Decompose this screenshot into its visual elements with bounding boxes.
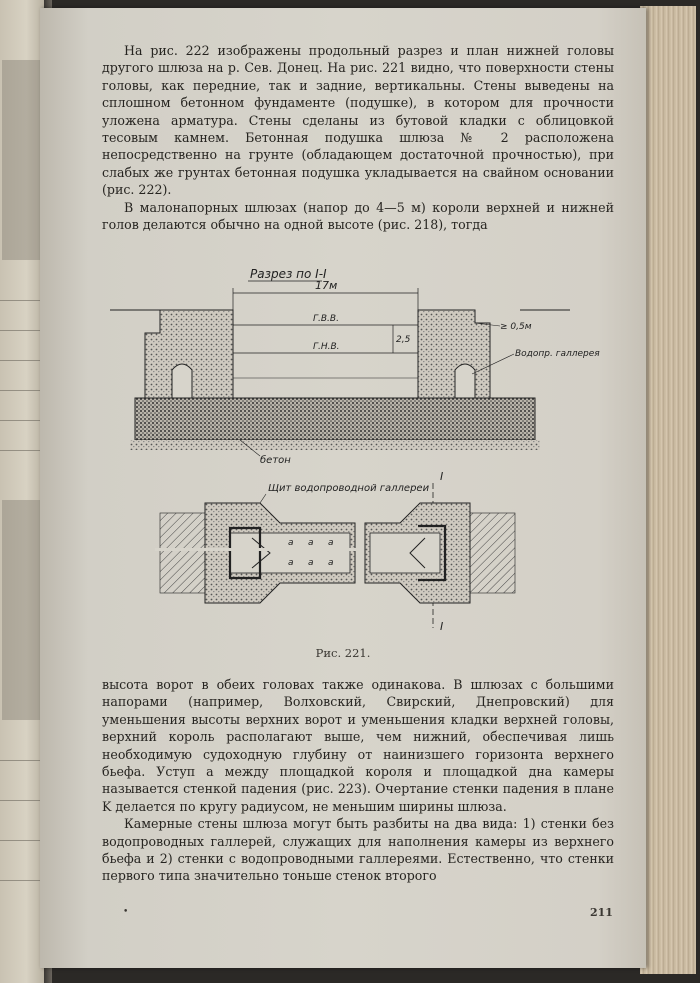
right-wall: [418, 310, 490, 398]
paragraph-1: На рис. 222 изображены продольный разрез и план нижней головы другого шлюза на р. Сев. Донец. На рис. 221 видно, что поверхности стены головы, как передние, так и задние, вертикальны. Стены выведены на сплошном бетонном фундаменте (подушке), в котором для прочности уложена арматура. Стены сделаны из бутовой кладки с облицовкой тесовым камнем. Бетонная подушка шлюза № 2 расположена непосредственно на грунте (обладающем достаточной прочностью), при слабых же грунтах бетонная подушка укладывается на свайном основании (рис. 222).: [102, 43, 614, 198]
pier-mark-6: а: [328, 558, 334, 568]
pier-mark-2: а: [308, 538, 314, 548]
depth-dimension-label: 2,5: [396, 335, 411, 345]
pier-mark-1: а: [288, 538, 294, 548]
left-page-diagram: [2, 500, 42, 720]
plan-right-head: [365, 503, 515, 603]
width-dimension-label: 17м: [315, 279, 338, 292]
paragraph-4: Камерные стены шлюза могут быть разбиты на два вида: 1) стенки без водопроводных галлерей, служащих для наполнения камеры из верхнего бьефа и 2) стенки с водопроводными галлереями. Естественно, что стенки первого типа значительно тоньше стенок второго: [102, 816, 614, 884]
high-water-label: Г.В.В.: [313, 314, 339, 324]
figure-221: [100, 258, 620, 638]
top-text-block: [102, 42, 614, 233]
footer-mark: •: [123, 907, 129, 917]
section-mark-top: I: [440, 470, 444, 483]
concrete-foundation: [135, 398, 535, 440]
section-title: Разрез по I-I: [250, 267, 327, 281]
figure-caption: Рис. 221.: [315, 646, 371, 660]
plan-label: Щит водопроводной галлереи: [268, 483, 430, 494]
book-page: [40, 8, 646, 968]
min-depth-label: ≥ 0,5м: [500, 322, 532, 332]
concrete-label: бетон: [260, 455, 291, 466]
page-edges: [640, 6, 696, 974]
page-number: 211: [590, 906, 613, 919]
gallery-label: Водопр. галлерея: [515, 349, 600, 359]
pier-mark-3: а: [328, 538, 334, 548]
left-page-fragment: [0, 0, 44, 983]
left-gallery: [172, 364, 192, 398]
paragraph-3: высота ворот в обеих головах также одинакова. В шлюзах с большими напорами (например, Волховский, Свирский, Днепровский) для уменьшения высоты верхних ворот и уменьшения кладки верхней головы, верхний король располагают выше, чем нижний, обеспечивая лишь необходимую судоходную глубину от наинизшего горизонта верхнего бьефа. Уступ a между площадкой короля и площадкой дна камеры называется стенкой падения (рис. 223). Очертание стенки падения в плане K делается по кругу радиусом, не меньшим ширины шлюза.: [102, 677, 614, 814]
left-page-figure: [2, 60, 40, 260]
right-gallery: [455, 364, 475, 398]
bottom-text-block: [102, 676, 614, 885]
pier-mark-5: а: [308, 558, 314, 568]
paragraph-2: В малонапорных шлюзах (напор до 4—5 м) короли верхней и нижней голов делаются обычно на одной высоте (рис. 218), тогда: [102, 199, 614, 233]
plan-left-head: [155, 503, 400, 603]
low-water-label: Г.Н.В.: [313, 342, 340, 352]
section-mark-bottom: I: [440, 620, 444, 633]
pier-mark-4: а: [288, 558, 294, 568]
